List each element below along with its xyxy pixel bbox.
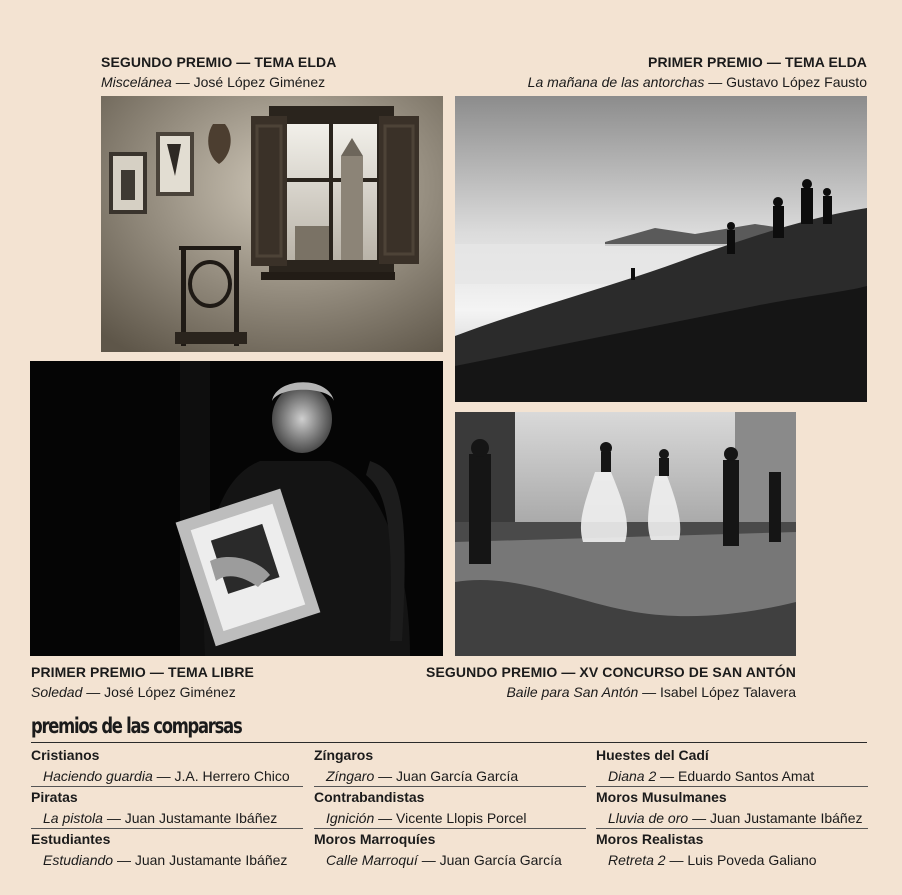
comparsa-name: Moros Realistas [596, 831, 704, 847]
comparsa-name: Piratas [31, 789, 78, 805]
caption-title-segundo-elda: SEGUNDO PREMIO — TEMA ELDA [101, 54, 337, 70]
comparsa-name: Estudiantes [31, 831, 111, 847]
comparsa-group [31, 745, 303, 787]
work-author: — J.A. Herrero Chico [156, 768, 290, 784]
caption-title-primer-libre: PRIMER PREMIO — TEMA LIBRE [31, 664, 254, 680]
work-title: La pistola [43, 810, 103, 826]
comparsa-entry [326, 768, 518, 784]
work-author: — Juan García García [421, 852, 562, 868]
comparsa-entry [608, 810, 863, 826]
work-title: Baile para San Antón [506, 684, 639, 700]
comparsa-entry [608, 768, 814, 784]
photo-soledad [30, 361, 443, 656]
work-title: Zíngaro [326, 768, 375, 784]
work-title: Retreta 2 [608, 852, 666, 868]
work-author: — Vicente Llopis Porcel [378, 810, 527, 826]
work-author: — Juan García García [378, 768, 519, 784]
photo-manana-antorchas [455, 96, 867, 402]
comparsa-group [31, 829, 303, 871]
comparsa-group [596, 787, 868, 829]
work-title: Diana 2 [608, 768, 657, 784]
photo-baile-san-anton [455, 412, 796, 656]
comparsa-group [596, 829, 868, 871]
work-title: Estudiando [43, 852, 114, 868]
work-author: — José López Giménez [86, 684, 236, 700]
comparsa-name: Cristianos [31, 747, 100, 763]
work-author: — Juan Justamante Ibáñez [692, 810, 863, 826]
comparsa-name: Contrabandistas [314, 789, 425, 805]
comparsa-group [596, 745, 868, 787]
comparsa-name: Moros Musulmanes [596, 789, 727, 805]
work-title: Soledad [31, 684, 83, 700]
comparsa-entry [43, 768, 290, 784]
comparsa-entry [608, 852, 817, 868]
caption-credit-primer-elda [528, 74, 867, 90]
caption-title-segundo-san-anton: SEGUNDO PREMIO — XV CONCURSO DE SAN ANTÓN [426, 664, 796, 680]
work-author: — Juan Justamante Ibáñez [106, 810, 278, 826]
comparsa-group [314, 829, 586, 871]
comparsas-column-3 [596, 745, 868, 871]
work-title: La mañana de las antorchas [527, 74, 705, 90]
comparsa-group [31, 787, 303, 829]
caption-title-primer-elda: PRIMER PREMIO — TEMA ELDA [648, 54, 867, 70]
comparsa-name: Zíngaros [314, 747, 374, 763]
comparsa-entry [326, 852, 562, 868]
work-author: — José López Giménez [175, 74, 326, 90]
work-author: — Gustavo López Fausto [708, 74, 867, 90]
comparsa-name: Moros Marroquíes [314, 831, 436, 847]
caption-credit-primer-libre [31, 684, 236, 700]
work-title: Miscelánea [101, 74, 172, 90]
comparsa-entry [326, 810, 527, 826]
photo-miscelanea [101, 96, 443, 352]
work-author: — Eduardo Santos Amat [660, 768, 815, 784]
work-title: Lluvia de oro [608, 810, 689, 826]
comparsa-entry [43, 852, 287, 868]
work-title: Ignición [326, 810, 375, 826]
comparsa-group [314, 745, 586, 787]
comparsas-column-2 [314, 745, 586, 871]
comparsa-group [314, 787, 586, 829]
work-author: — Isabel López Talavera [642, 684, 796, 700]
caption-credit-segundo-elda [101, 74, 325, 90]
work-author: — Juan Justamante Ibáñez [116, 852, 288, 868]
work-author: — Luis Poveda Galiano [669, 852, 817, 868]
comparsas-heading: premios de las comparsas [31, 714, 242, 738]
comparsas-column-1 [31, 745, 303, 871]
work-title: Calle Marroquí [326, 852, 418, 868]
comparsa-name: Huestes del Cadí [596, 747, 709, 763]
comparsas-heading-rule [31, 742, 867, 743]
work-title: Haciendo guardia [43, 768, 153, 784]
caption-credit-segundo-san-anton [506, 684, 796, 700]
comparsa-entry [43, 810, 277, 826]
